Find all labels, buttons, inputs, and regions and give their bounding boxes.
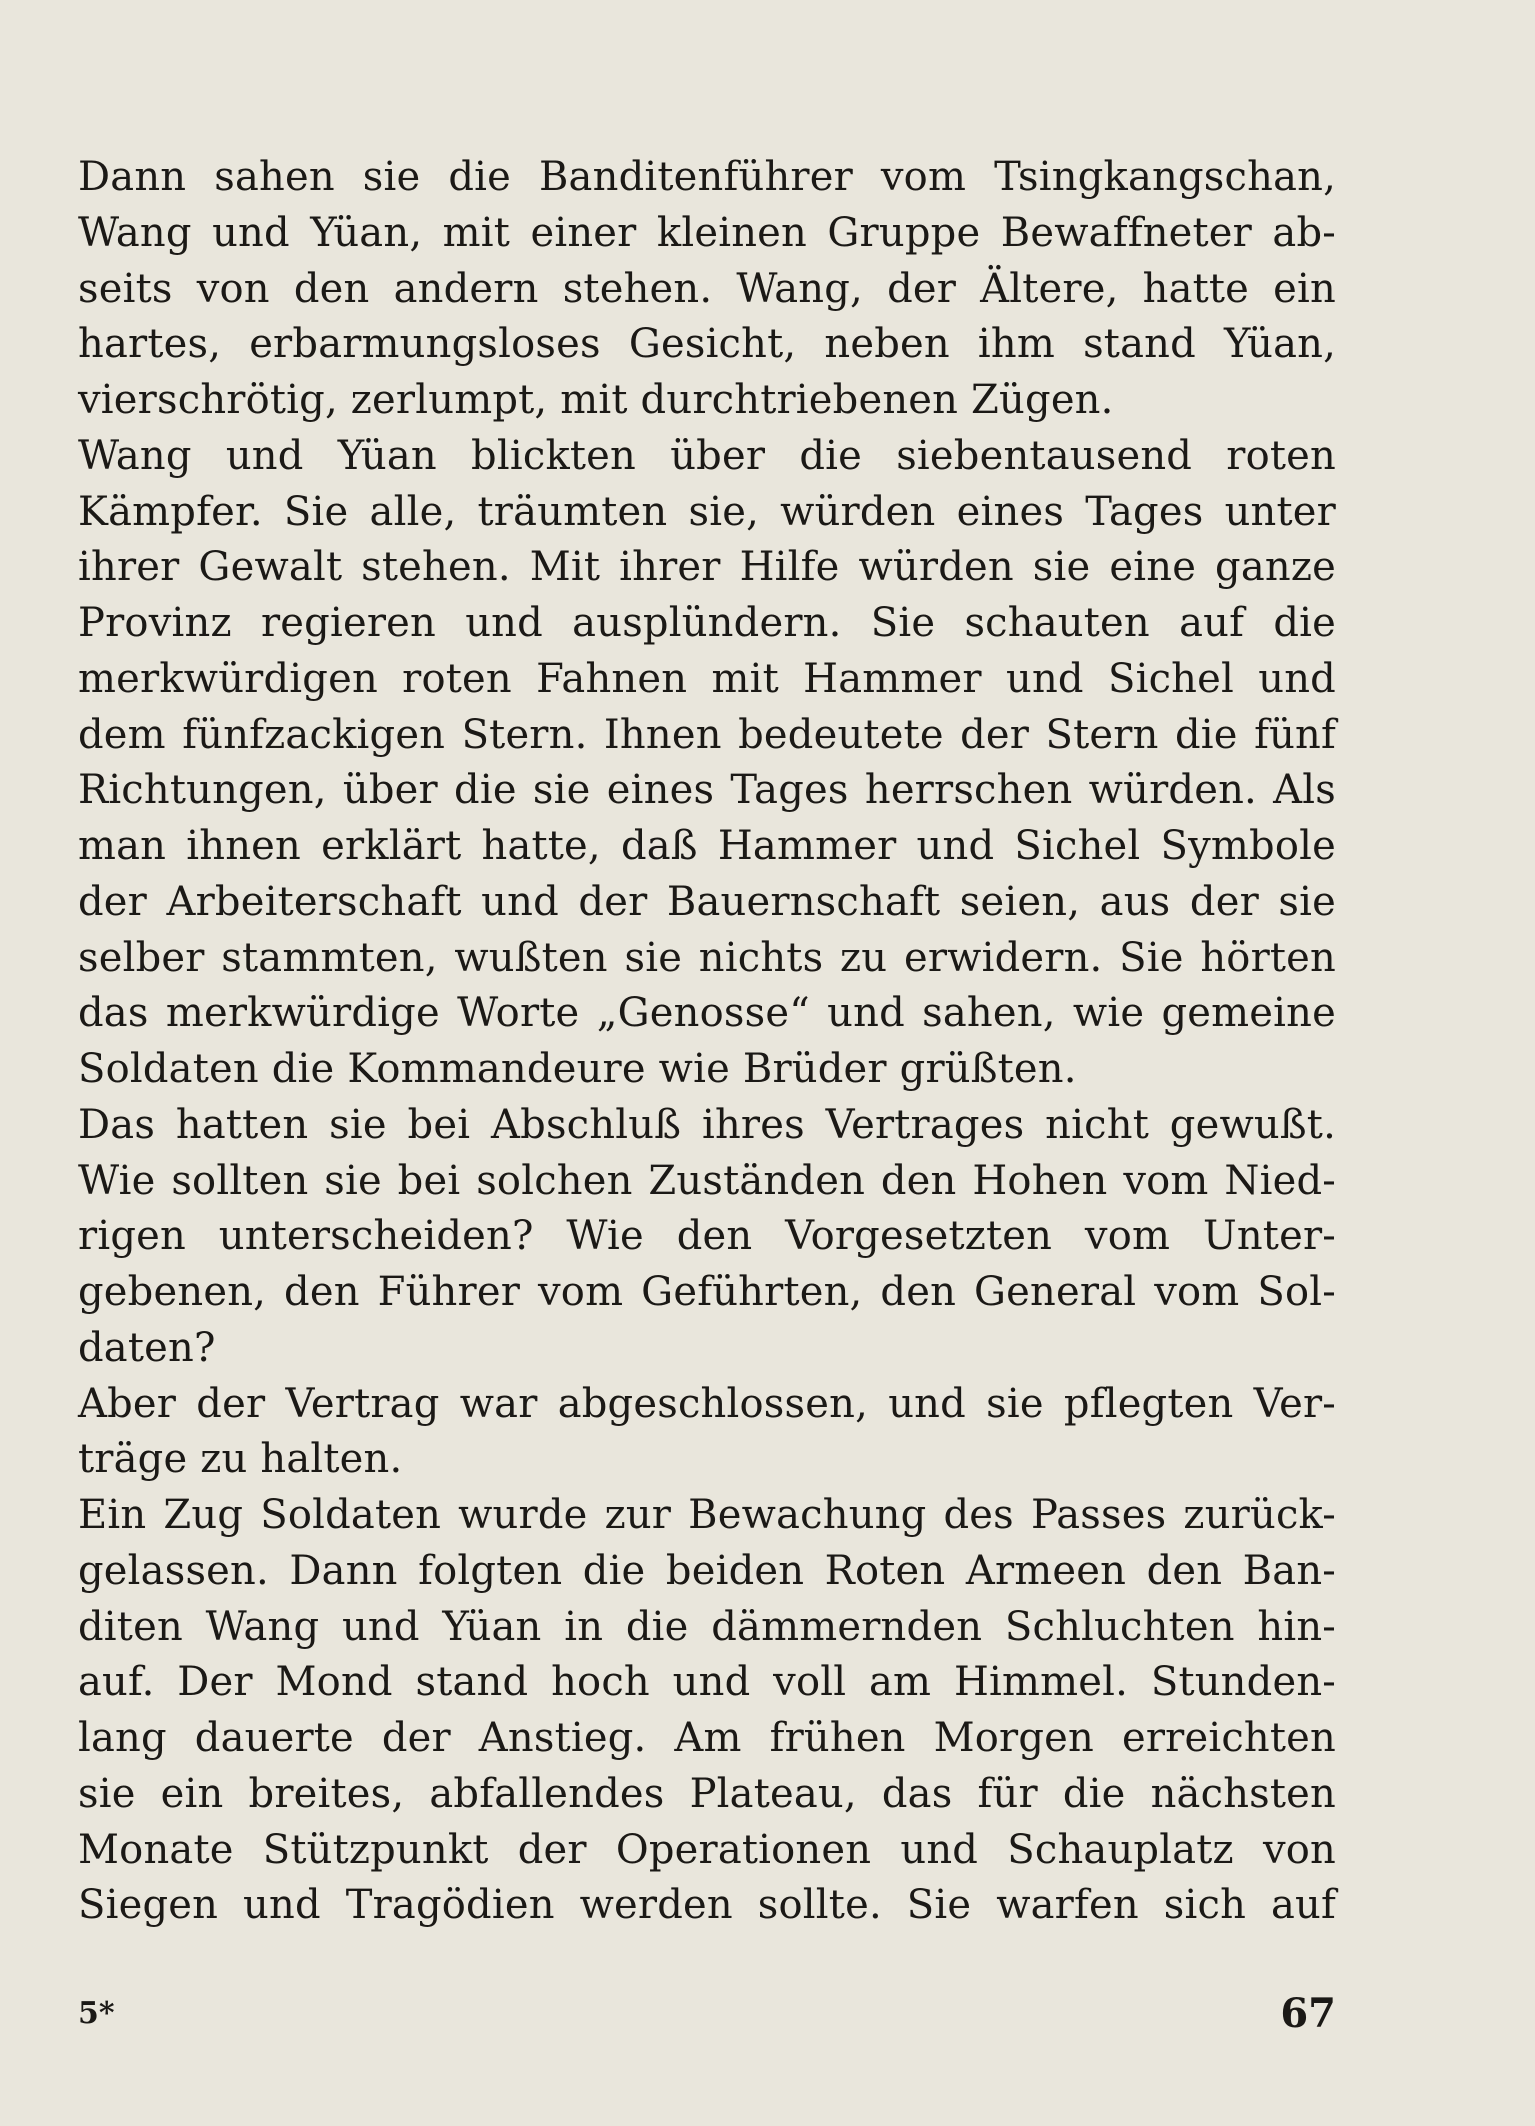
text-line: gebenen, den Führer vom Geführten, den General vom Sol- [78,1269,1336,1315]
text-line: seits von den andern stehen. Wang, der Ältere, hatte ein [78,265,1336,312]
text-line: der Arbeiterschaft und der Bauernschaft seien, aus der sie [78,878,1336,925]
text-line: gelassen. Dann folgten die beiden Roten Armeen den Ban- [78,1547,1336,1594]
signature-mark: 5* [78,1996,115,2031]
text-line: Ein Zug Soldaten wurde zur Bewachung des Passes zurück- [78,1492,1336,1538]
page-footer [78,1990,1336,2040]
text-line: sie ein breites, abfallendes Plateau, das für die nächsten [78,1770,1336,1817]
text-line: diten Wang und Yüan in die dämmernden Schluchten hin- [78,1603,1336,1650]
text-line: man ihnen erklärt hatte, daß Hammer und Sichel Symbole [78,823,1336,869]
text-line: lang dauerte der Anstieg. Am frühen Morgen erreichten [78,1715,1336,1761]
text-line: Wang und Yüan, mit einer kleinen Gruppe Bewaffneter ab- [78,209,1336,256]
text-line: Wie sollten sie bei solchen Zuständen den Hohen vom Nied- [78,1157,1336,1204]
text-line: daten? [78,1324,216,1371]
text-line: Das hatten sie bei Abschluß ihres Vertrages nicht gewußt. [78,1101,1336,1148]
text-line: selber stammten, wußten sie nichts zu erwidern. Sie hörten [78,934,1336,981]
text-line: das merkwürdige Worte „Genosse“ und sahen, wie gemeine [78,990,1336,1037]
text-line: träge zu halten. [78,1436,403,1483]
text-line: Dann sahen sie die Banditenführer vom Tsingkangschan, [78,154,1336,200]
text-line: Wang und Yüan blickten über die siebentausend roten [78,432,1336,479]
text-line: vierschrötig, zerlumpt, mit durchtriebenen Zügen. [78,377,1114,423]
text-line: Monate Stützpunkt der Operationen und Schauplatz von [78,1826,1336,1873]
text-line: ihrer Gewalt stehen. Mit ihrer Hilfe würden sie eine ganze [78,544,1336,591]
text-line: Kämpfer. Sie alle, träumten sie, würden eines Tages unter [78,488,1336,535]
text-line: Siegen und Tragödien werden sollte. Sie warfen sich auf [78,1882,1336,1929]
text-line: Provinz regieren und ausplündern. Sie schauten auf die [78,600,1336,646]
body-text [78,150,1336,1934]
text-line: Richtungen, über die sie eines Tages herrschen würden. Als [78,767,1336,814]
text-line: dem fünfzackigen Stern. Ihnen bedeutete der Stern die fünf [78,711,1336,758]
text-line: merkwürdigen roten Fahnen mit Hammer und Sichel und [78,655,1336,702]
text-line: hartes, erbarmungsloses Gesicht, neben ihm stand Yüan, [78,321,1336,368]
text-line: Aber der Vertrag war abgeschlossen, und sie pflegten Ver- [78,1380,1336,1427]
text-line: Soldaten die Kommandeure wie Brüder grüßten. [78,1046,1077,1092]
page-number: 67 [1280,1990,1336,2037]
text-line: rigen unterscheiden? Wie den Vorgesetzten vom Unter- [78,1213,1336,1260]
text-line: auf. Der Mond stand hoch und voll am Himmel. Stunden- [78,1659,1336,1706]
